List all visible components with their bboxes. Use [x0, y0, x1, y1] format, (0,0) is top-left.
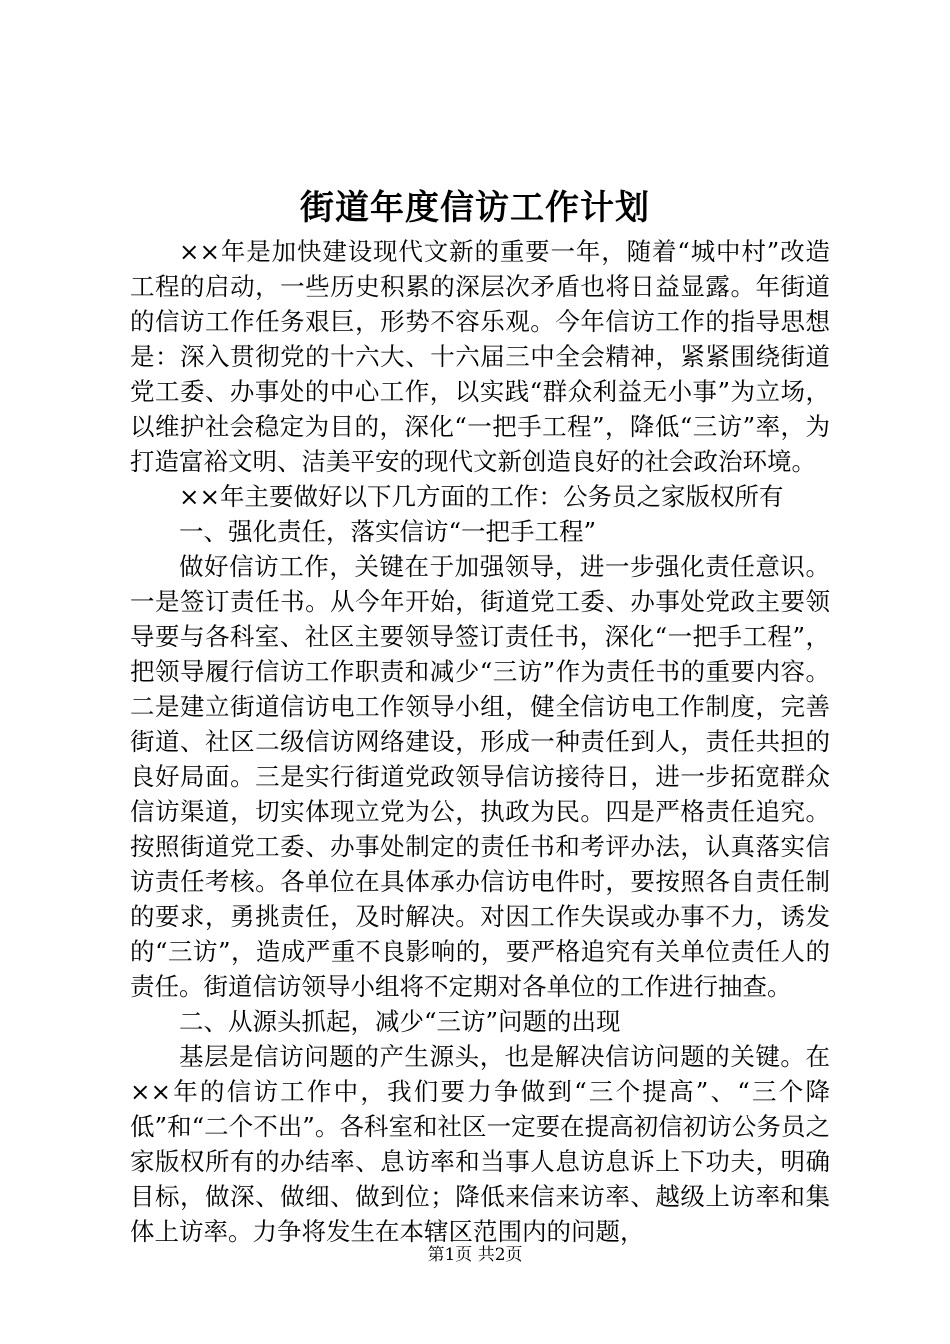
paragraph-main-tasks: ××年主要做好以下几方面的工作：公务员之家版权所有: [179, 482, 784, 511]
paragraph-intro: ××年是加快建设现代文新的重要一年，随着“城中村”改造工程的启动，一些历史积累的深层次矛盾也将日益显露。年街道的信访工作任务艰巨，形势不容乐观。今年信访工作的指导思想是：深入贯彻党的十六大、十六届三中全会精神，紧紧围绕街道党工委、办事处的中心工作，以实践“群众利益无小事”为立场，以维护社会稳定为目的，深化“一把手工程”，降低“三访”率，为打造富裕文明、洁美平安的现代文新创造良好的社会政治环境。: [130, 237, 830, 476]
page-footer: 第1页 共2页: [427, 1245, 523, 1265]
section-heading-2: 二、从源头抓起，减少“三访”问题的出现: [179, 1007, 621, 1036]
page-title: 街道年度信访工作计划: [300, 188, 650, 228]
document-body: [130, 234, 830, 1249]
section-heading-1: 一、强化责任，落实信访“一把手工程”: [179, 517, 597, 546]
paragraph-section-2: 基层是信访问题的产生源头，也是解决信访问题的关键。在××年的信访工作中，我们要力争做到“三个提高”、“三个降低”和“二个不出”。各科室和社区一定要在提高初信初访公务员之家版权所有的办结率、息访率和当事人息访息诉上下功夫，明确目标，做深、做细、做到位；降低来信来访率、越级上访率和集体上访率。力争将发生在本辖区范围内的问题，: [130, 1042, 830, 1246]
paragraph-section-1: 做好信访工作，关键在于加强领导，进一步强化责任意识。一是签订责任书。从今年开始，街道党工委、办事处党政主要领导要与各科室、社区主要领导签订责任书，深化“一把手工程”，把领导履行信访工作职责和减少“三访”作为责任书的重要内容。二是建立街道信访电工作领导小组，健全信访电工作制度，完善街道、社区二级信访网络建设，形成一种责任到人，责任共担的良好局面。三是实行街道党政领导信访接待日，进一步拓宽群众信访渠道，切实体现立党为公，执政为民。四是严格责任追究。按照街道党工委、办事处制定的责任书和考评办法，认真落实信访责任考核。各单位在具体承办信访电件时，要按照各自责任制的要求，勇挑责任，及时解决。对因工作失误或办事不力，诱发的“三访”，造成严重不良影响的，要严格追究有关单位责任人的责任。街道信访领导小组将不定期对各单位的工作进行抽查。: [130, 552, 830, 1001]
